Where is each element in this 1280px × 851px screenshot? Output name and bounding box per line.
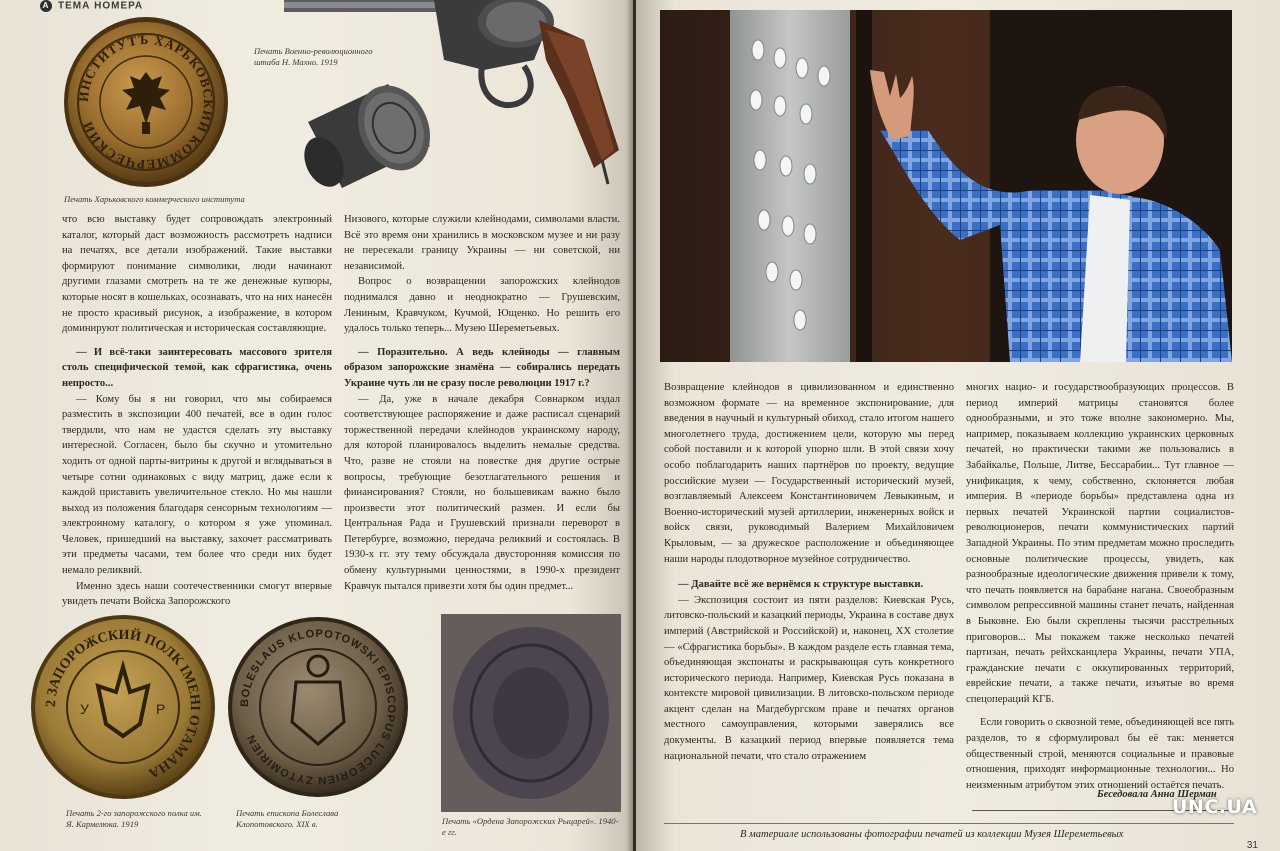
bishop-seal-image — [226, 612, 410, 802]
kharkiv-caption: Печать Харьковского коммерческого института — [64, 194, 245, 204]
paragraph: Возвращение клейнодов в цивилизованном и единственно возможном формате — на временное экспонирование, для введения в научный и культурный обиход, стало итогом нашего многолетнего труда, достижением цели, которую мы перед собой поставили и к которой упорно шли. В этой связи хочу особо поблагодарить наших партнёров по проекту, ведущие российские музеи — Государственный исторический музей, возглавляемый Алексеем Константиновичем Левыкиным, и Военно-исторический музей артиллерии, инженерных войск и войск связи, руководимый Валерием Михайловичем Крыловым, — за дружеское расположение и объединяющее наши народы плодотворное музейное сотрудничество. — [664, 382, 954, 565]
right-text-column-1 — [664, 380, 954, 764]
svg-text:2 ЗАПОРОЖСКИЙ ПОЛК ІМЕНІ ОТАМА: 2 ЗАПОРОЖСКИЙ ПОЛК ІМЕНІ ОТАМАНА — [43, 627, 203, 781]
note-rule — [664, 823, 1234, 824]
paragraph: Если говорить о сквозной теме, объединяющей все пять разделов, то я сформулировал бы её так: меняется общественный строй, меняются социальные и правовые отношения, приходят информационные технологии... Но неизменным атрибутом этих отношений остаётся печать. — [966, 717, 1234, 791]
bishop-caption: Печать епископа Болеслава Клопотовского. XIX в. — [236, 808, 339, 829]
left-text-column-1 — [62, 212, 332, 610]
right-page — [636, 0, 1280, 851]
paragraph: — Да, уже в начале декабря Совнарком издал соответствующее распоряжение и даже расписал сценарий торжественной передачи клейнодов украинскому народу, для которой планировалось выделить немалые средства. Что, разве не стояли на повестке дня другие острые вопросы, требующие безотлагательного решения и финансирования? Стояли, но большевикам важно было произвести этот политический размен. И если бы Центральная Рада и Грушевский признали переворот в Петербурге, возможно, передача реликвий и состоялась. В 1930-х гг. эту тему обсуждала двусторонняя комиссия по обмену культурными ценностями, в 1990-х президент Кравчук пытался привезти хотя бы один предмет... — [344, 393, 620, 592]
section-label: ТЕМА НОМЕРА — [58, 0, 144, 12]
paragraph: Низового, которые служили клейнодами, символами власти. Всё это время они хранились в московском музее и ни разу не пересекали границу Украины — ни советской, ни независимой. — [344, 214, 620, 272]
svg-text:ИНСТИТУТЪ ХАРЬКОВСКИЙ КОММЕРЧЕ: ИНСТИТУТЪ ХАРЬКОВСКИЙ КОММЕРЧЕСКИЙ — [75, 31, 217, 173]
svg-text:У: У — [80, 701, 89, 717]
byline: Беседовала Анна Шерман — [1097, 789, 1217, 800]
svg-text:Р: Р — [156, 701, 166, 717]
question: — И всё-таки заинтересовать массового зрителя столь специфической темой, как сфрагистика, очень непросто... — [62, 346, 332, 389]
mahno-caption: Печать Военно-революционного штаба Н. Махно. 1919 — [254, 46, 373, 67]
orden-caption: Печать «Ордена Запорожских Рыцарей». 1940-е гг. — [442, 816, 619, 837]
orden-seal-image — [441, 614, 621, 812]
paragraph: — Кому бы я ни говорил, что мы собираемся разместить в экспозиции 400 печатей, все в один голос твердили, что нам не удастся сделать эту выставку интересной. Согласен, было бы скучно и утомительно ходить от одной парты-витрины к другой и вглядываться в четыре сотни одинаковых с виду матриц, даже если к каждой приставить увеличительное стекло. Но мы нашли выход из положения благодаря сенсорным технологиям — электронному каталогу, о котором я уже упоминал. Человек, пришедший на выставку, захочет рассматривать эти предметы часами, тем более что среди них будет немало реликвий. — [62, 393, 332, 577]
polk-caption: Печать 2-го запорожского полка им. Я. Кармелюка. 1919 — [66, 808, 202, 829]
question: — Давайте всё же вернёмся к структуре выставки. — [678, 579, 924, 591]
svg-text:BOLESLAUS KLOPOTOWSKI EPISCOPU: BOLESLAUS KLOPOTOWSKI EPISCOPUS LUCEORIEN ZYTOMIRIEN — [238, 627, 398, 787]
photo-credit-note: В материале использованы фотографии печатей из коллекции Музея Шереметьевых — [740, 829, 1124, 840]
kharkiv-seal-image — [60, 14, 232, 190]
paragraph: Вопрос о возвращении запорожских клейнодов поднимался давно и неоднократно — Грушевским, Лениным, Кравчуком, Кучмой, Ющенко. Но решить его удалось только теперь... Музею Шереметьевых. — [344, 276, 620, 335]
site-watermark: UNC.UA — [1172, 796, 1258, 818]
mahno-seal-image — [298, 76, 438, 194]
question: — Поразительно. А ведь клейноды — главным образом запорожские знамёна — собирались передать Украине чуть ли не сразу после революции 1917 г.? — [344, 346, 620, 389]
left-page — [0, 0, 633, 851]
section-header — [40, 0, 143, 12]
director-photo — [660, 10, 1232, 362]
section-badge: А — [40, 0, 52, 12]
paragraph: что всю выставку будет сопровождать электронный каталог, который даст возможность рассмотреть надписи на печатях, все детали изображений. Такие выставки формируют понимание символики, люди начинают другими глазами смотреть на те же денежные купюры, которые носят в кошельках, осознавать, что на них нанесён не просто красивый рисунок, а изображение, в котором доминируют политическая и историческая составляющие. — [62, 214, 332, 335]
right-text-column-2 — [966, 380, 1234, 793]
page-number: 31 — [1246, 840, 1258, 851]
left-text-column-2 — [344, 212, 620, 594]
polk-seal-image — [28, 612, 218, 802]
paragraph: — Экспозиция состоит из пяти разделов: Киевская Русь, литовско-польский и казацкий периоды, Украина в составе двух империй (Австрийской и Российской) и, наконец, XX столетие — «Сфрагистика борьбы». В каждом разделе есть главная тема, объединяющая экспонаты и раскрывающая суть конкретного исторического периода. Например, Киевская Русь показана в контексте мировой цивилизации. В литовско-польском периоде акцент сделан на Магдебургском праве и печатях органов местного самоуправления, которыми заверялись все документы. В казацкий период впервые появляется тема национальной печати, что стало отражением — [664, 594, 954, 762]
paragraph: Именно здесь наши соотечественники смогут впервые увидеть печати Войска Запорожского — [62, 580, 332, 608]
paragraph: многих нацио- и государствообразующих процессов. В период империй матрицы становятся более однообразными, и это тоже вполне закономерно. Мы, например, показываем коллекцию украинских церковных печатей, но практически такими же пользовались в Забайкалье, Польше, Литве, Бессарабии... Тут главное — унификация, к чему, собственно, склоняется любая империя. В «периоде борьбы» представлена одна из первых печатей Украинской партии социалистов-революционеров, печати коммунистических партий Западной Украины. По этим предметам можно проследить основные политические процессы, увидеть, как разнообразные идеологические движения привели к тому, что печать появляется на барабане нагана. Своеобразным символом репрессивной машины станет печать, найденная в Быковне. Ею были скреплены тысячи расстрельных приговоров... Мы покажем также несколько печатей партизан, печать рейхсканцлера Украины, печати УПА, гражданские печати с оккупированных территорий, еврейские печати, а также печати, изъятые во время спецопераций КГБ. — [966, 382, 1234, 705]
